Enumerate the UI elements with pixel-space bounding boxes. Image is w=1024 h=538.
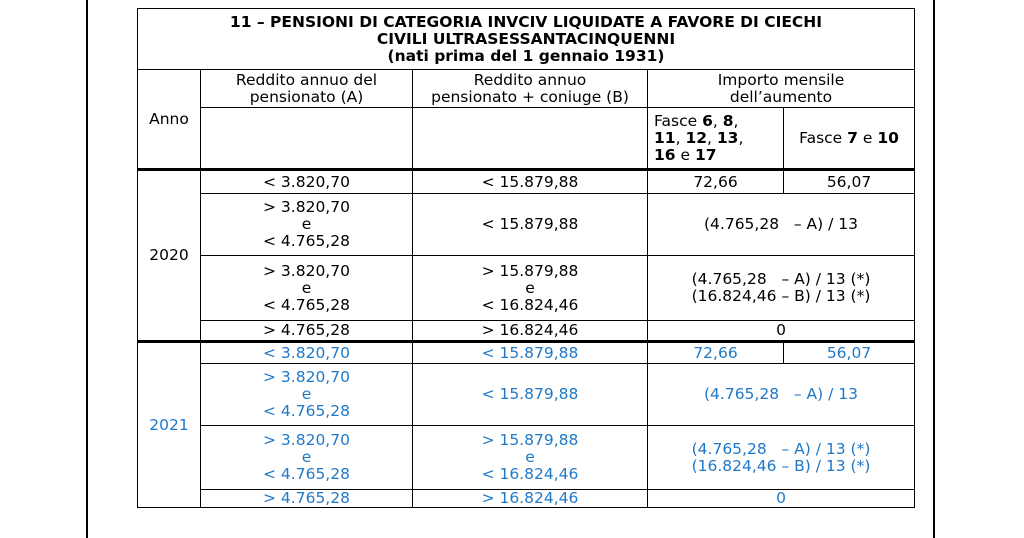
cell-a (201, 256, 413, 321)
header-reddito-a-line2: pensionato (A) (249, 87, 364, 106)
cell-b-line2: e (525, 448, 535, 466)
cell-b: < 15.879,88 (413, 170, 648, 194)
fasce1-n2: 8 (722, 111, 734, 130)
fasce1-sep5: , (738, 128, 744, 147)
fasce1-n6: 16 (654, 145, 676, 164)
cell-a-line1: > 3.820,70 (263, 368, 350, 386)
cell-b: < 15.879,88 (413, 194, 648, 256)
cell-c: 0 (648, 490, 915, 508)
fasce1-n4: 12 (685, 128, 708, 147)
header-reddito-b-line1: Reddito annuo (473, 70, 587, 89)
cell-c-line2: (16.824,46 – B) / 13 (*) (691, 456, 871, 475)
fasce2-e: e (857, 128, 878, 147)
table-title (138, 9, 915, 70)
header-importo (648, 70, 915, 108)
header-reddito-a (201, 70, 413, 108)
cell-c (648, 426, 915, 490)
cell-c1: 72,66 (648, 342, 784, 364)
header-fasce-1 (648, 108, 784, 170)
cell-b-line3: < 16.824,46 (481, 465, 579, 483)
cell-c-line1: (4.765,28 – A) / 13 (*) (691, 270, 871, 288)
header-reddito-a-line1: Reddito annuo del (235, 70, 378, 89)
cell-c2: 56,07 (784, 170, 915, 194)
cell-a-line2: e (301, 385, 312, 403)
fasce1-n5: 13 (716, 128, 739, 147)
cell-a-line1: > 3.820,70 (263, 431, 350, 449)
fasce1-n3: 11 (654, 128, 676, 147)
cell-a: < 3.820,70 (201, 342, 413, 364)
cell-a (201, 364, 413, 426)
cell-b (413, 426, 648, 490)
cell-c: 0 (648, 321, 915, 342)
cell-a-line3: < 4.765,28 (263, 295, 350, 314)
header-importo-line2: dell’aumento (729, 87, 833, 106)
cell-a-line2: e (301, 215, 312, 233)
page-right-border (933, 0, 935, 538)
cell-a: > 4.765,28 (201, 490, 413, 508)
cell-b-line2: e (525, 278, 535, 297)
cell-b-line1: > 15.879,88 (481, 261, 579, 280)
cell-a-line1: > 3.820,70 (263, 198, 350, 216)
pension-table (137, 8, 915, 508)
cell-a: > 4.765,28 (201, 321, 413, 342)
fasce1-n7: 17 (694, 145, 717, 164)
cell-a (201, 194, 413, 256)
table-row (138, 170, 915, 194)
table-row (138, 426, 915, 490)
table-row (138, 364, 915, 426)
fasce1-n1: 6 (702, 111, 713, 130)
cell-c (648, 256, 915, 321)
header-reddito-b (413, 70, 648, 108)
cell-a-line2: e (301, 278, 312, 297)
cell-a-line3: < 4.765,28 (263, 465, 350, 483)
table-row (138, 490, 915, 508)
cell-b: < 15.879,88 (413, 364, 648, 426)
table-row (138, 342, 915, 364)
cell-c: (4.765,28 – A) / 13 (648, 364, 915, 426)
cell-c2: 56,07 (784, 342, 915, 364)
fasce1-sep2: , (733, 111, 739, 130)
cell-b-line1: > 15.879,88 (481, 431, 579, 449)
header-anno: Anno (138, 70, 201, 170)
cell-a-line3: < 4.765,28 (263, 402, 350, 420)
header-blank-a (201, 108, 413, 170)
year-2021: 2021 (138, 342, 201, 508)
fasce1-sep4: , (707, 128, 717, 147)
table-row (138, 321, 915, 342)
cell-a: < 3.820,70 (201, 170, 413, 194)
fasce1-e: e (675, 145, 695, 164)
cell-b: > 16.824,46 (413, 321, 648, 342)
cell-b: > 16.824,46 (413, 490, 648, 508)
header-reddito-b-line2: pensionato + coniuge (B) (431, 87, 629, 106)
fasce2-n1: 7 (847, 128, 858, 147)
table-row (138, 256, 915, 321)
cell-c1: 72,66 (648, 170, 784, 194)
cell-a-line2: e (301, 448, 312, 466)
cell-a (201, 426, 413, 490)
fasce1-sep3: , (675, 128, 686, 147)
header-importo-line1: Importo mensile (717, 70, 845, 89)
title-line-3: (nati prima del 1 gennaio 1931) (387, 46, 665, 65)
fasce2-label: Fasce (799, 128, 848, 147)
table-row (138, 194, 915, 256)
title-line-1: 11 – PENSIONI DI CATEGORIA INVCIV LIQUIDATE A FAVORE DI CIECHI (229, 12, 823, 31)
cell-c-line2: (16.824,46 – B) / 13 (*) (691, 287, 871, 305)
cell-b: < 15.879,88 (413, 342, 648, 364)
cell-a-line1: > 3.820,70 (263, 261, 350, 280)
cell-b (413, 256, 648, 321)
cell-b-line3: < 16.824,46 (481, 295, 579, 314)
cell-c: (4.765,28 – A) / 13 (648, 194, 915, 256)
cell-a-line3: < 4.765,28 (263, 232, 350, 250)
header-blank-b (413, 108, 648, 170)
title-line-2: CIVILI ULTRASESSANTACINQUENNI (376, 29, 676, 48)
header-fasce-2 (784, 108, 915, 170)
fasce2-n2: 10 (877, 128, 899, 147)
cell-c-line1: (4.765,28 – A) / 13 (*) (691, 439, 871, 458)
fasce1-sep1: , (712, 111, 723, 130)
fasce1-label: Fasce (654, 111, 703, 130)
year-2020: 2020 (138, 170, 201, 342)
page-left-border (86, 0, 88, 538)
